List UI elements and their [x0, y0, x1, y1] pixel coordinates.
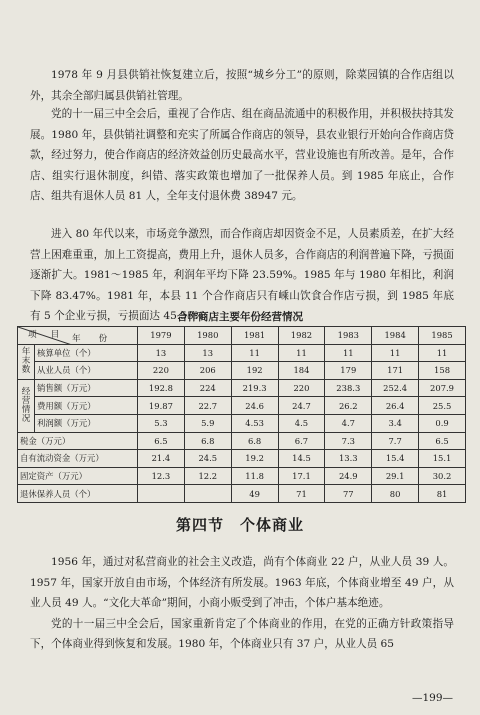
table-cell [184, 485, 231, 503]
table-cell: 224 [184, 379, 231, 397]
table-cell: 6.8 [184, 432, 231, 450]
table-cell: 30.2 [419, 467, 466, 485]
table-row [18, 467, 466, 485]
table-cell: 12.2 [184, 467, 231, 485]
paragraph-1: 1978 年 9 月县供销社恢复建立后，按照“城乡分工”的原则，除菜园镇的合作店组以外，其余全部归属县供销社管理。 [30, 69, 454, 102]
table-row [18, 450, 466, 468]
table-cell: 26.2 [325, 397, 372, 415]
table-cell: 4.7 [325, 414, 372, 432]
table-cell: 158 [419, 362, 466, 380]
table-cell: 19.87 [138, 397, 185, 415]
table-row [18, 362, 466, 380]
table-cell: 15.1 [419, 450, 466, 468]
table-cell: 17.1 [278, 467, 325, 485]
paragraph-3: 进入 80 年代以来，市场竞争激烈，而合作商店却因资金不足，人员素质差，在扩大经营上困难重重，加上工资提高，费用上升，退休人员多，合作商店的利润普遍下降，亏损面逐渐扩大。1981～1985 年，利润年平均下降 23.59%。1985 年与 1980 年相比，利润下降 83.47%。1981 年，本县 11 个合作商店只有嵊山饮食合作店亏损，到 1985 年底有 5 个企业亏损，亏损面达 45.55%。 [30, 228, 454, 323]
table-cell: 6.8 [231, 432, 278, 450]
table-cell: 5.3 [138, 414, 185, 432]
section-body [30, 552, 454, 655]
table-row [18, 432, 466, 450]
table-row [18, 344, 466, 362]
table-row [18, 485, 466, 503]
row-label: 销售额（万元） [35, 379, 138, 397]
year-header: 1984 [372, 327, 419, 345]
year-header: 1980 [184, 327, 231, 345]
paragraph-5: 党的十一届三中全会后，国家重新肯定了个体商业的作用，在党的正确方针政策指导下，个体商业得到恢复和发展。1980 年，个体商业只有 37 户，从业人员 65 [30, 617, 454, 651]
table-cell: 192 [231, 362, 278, 380]
table-cell: 19.2 [231, 450, 278, 468]
table-cell: 80 [372, 485, 419, 503]
corner-year-label: 年份 [72, 334, 126, 344]
table-cell [138, 485, 185, 503]
table-cell: 11 [372, 344, 419, 362]
table-cell: 11.8 [231, 467, 278, 485]
table-cell: 184 [278, 362, 325, 380]
year-header: 1983 [325, 327, 372, 345]
table-cell: 11 [419, 344, 466, 362]
table-cell: 207.9 [419, 379, 466, 397]
table-cell: 13 [138, 344, 185, 362]
table-cell: 22.7 [184, 397, 231, 415]
row-label: 固定资产（万元） [18, 467, 138, 485]
table-cell: 219.3 [231, 379, 278, 397]
paragraph-2: 党的十一届三中全会后，重视了合作店、组在商品流通中的积极作用，并积极扶持其发展。1980 年，县供销社调整和充实了所属合作商店的领导，县农业银行开始向合作商店贷款，经过努力，使合作商店的经济效益创历史最高水平，营业设施也有所改善。是年，合作店、组实行退休制度，纠错、落实政策也增加了一批保养人员。到 1985 年底止，合作店、组共有退休人员 81 人，全年支付退休费 38947 元。 [30, 108, 454, 203]
table-header-row [18, 327, 466, 345]
table-cell: 13.3 [325, 450, 372, 468]
operations-table [17, 326, 466, 503]
table-cell: 77 [325, 485, 372, 503]
year-header: 1985 [419, 327, 466, 345]
table-cell: 29.1 [372, 467, 419, 485]
paragraph-4: 1956 年，通过对私营商业的社会主义改造，尚有个体商业 22 户，从业人员 39 人。1957 年，国家开放自由市场，个体经济有所发展。1963 年底，个体商业增至 49 户，从业人员 49 人。“文化大革命”期间，小商小贩受到了冲击，个体户基本绝迹。 [30, 556, 454, 610]
table-cell: 11 [278, 344, 325, 362]
table-cell: 252.4 [372, 379, 419, 397]
group-label-year-end: 年末数 [18, 344, 35, 379]
table-cell: 4.53 [231, 414, 278, 432]
table-cell: 12.3 [138, 467, 185, 485]
table-cell: 5.9 [184, 414, 231, 432]
year-header: 1982 [278, 327, 325, 345]
table-cell: 15.4 [372, 450, 419, 468]
table-cell: 13 [184, 344, 231, 362]
table-cell: 81 [419, 485, 466, 503]
table-cell: 206 [184, 362, 231, 380]
table-cell: 7.7 [372, 432, 419, 450]
section-heading: 第四节 个体商业 [175, 516, 304, 534]
table-cell: 179 [325, 362, 372, 380]
row-label: 自有流动资金（万元） [18, 450, 138, 468]
corner-item-label: 项目 [28, 329, 74, 340]
table-row [18, 397, 466, 415]
table-corner-cell [18, 327, 138, 345]
table-row [18, 414, 466, 432]
table-cell: 220 [138, 362, 185, 380]
table-cell: 24.9 [325, 467, 372, 485]
row-label: 税金（万元） [18, 432, 138, 450]
table-cell: 11 [231, 344, 278, 362]
table-row [18, 379, 466, 397]
row-label: 退休保养人员（个） [18, 485, 138, 503]
page-number: —199— [412, 692, 454, 704]
table-cell: 220 [278, 379, 325, 397]
table-cell: 0.9 [419, 414, 466, 432]
table-cell: 14.5 [278, 450, 325, 468]
table-cell: 6.5 [138, 432, 185, 450]
group-label-operations: 经营情况 [18, 379, 35, 432]
table-cell: 26.4 [372, 397, 419, 415]
table-cell: 71 [278, 485, 325, 503]
table-cell: 24.6 [231, 397, 278, 415]
table-cell: 24.5 [184, 450, 231, 468]
table-cell: 6.5 [419, 432, 466, 450]
table-caption: 合作商店主要年份经营情况 [177, 311, 303, 323]
table-cell: 171 [372, 362, 419, 380]
row-label: 核算单位（个） [35, 344, 138, 362]
table-cell: 6.7 [278, 432, 325, 450]
table-cell: 24.7 [278, 397, 325, 415]
table-cell: 3.4 [372, 414, 419, 432]
row-label: 从业人员（个） [35, 362, 138, 380]
table-cell: 238.3 [325, 379, 372, 397]
year-header: 1981 [231, 327, 278, 345]
table-cell: 7.3 [325, 432, 372, 450]
row-label: 费用额（万元） [35, 397, 138, 415]
year-header: 1979 [138, 327, 185, 345]
table-cell: 11 [325, 344, 372, 362]
table-cell: 21.4 [138, 450, 185, 468]
table-cell: 4.5 [278, 414, 325, 432]
row-label: 利润额（万元） [35, 414, 138, 432]
table-cell: 192.8 [138, 379, 185, 397]
table-cell: 25.5 [419, 397, 466, 415]
table-cell: 49 [231, 485, 278, 503]
